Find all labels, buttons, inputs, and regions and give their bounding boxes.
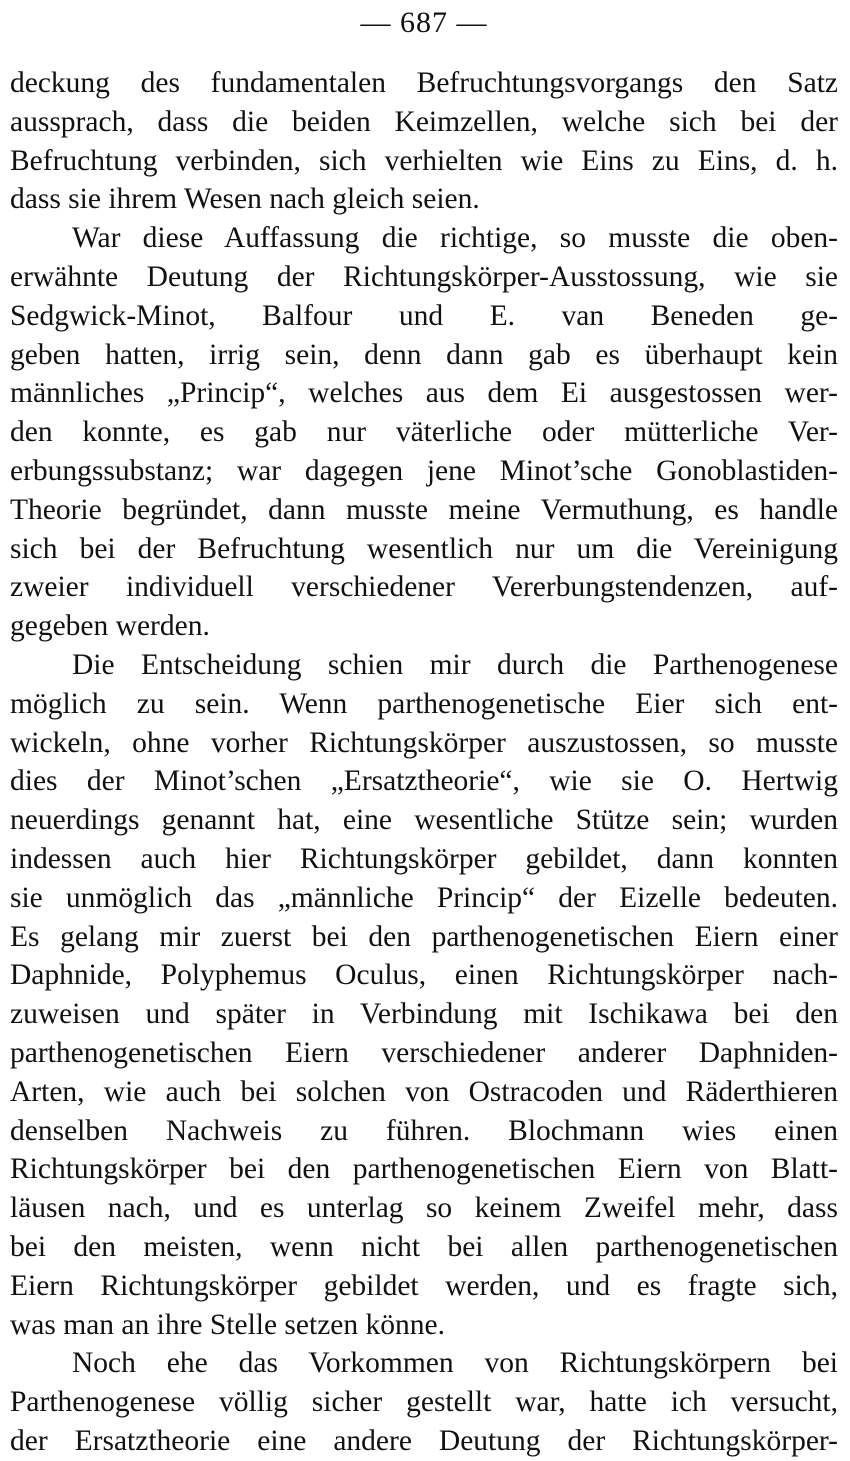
book-page [10, 0, 838, 1457]
text-line: erwähnte Deutung der Richtungskörper-Ausstossung, wie sie [10, 260, 838, 293]
page-number: — 687 — [360, 6, 488, 39]
text-line: Arten, wie auch bei solchen von Ostracoden und Räderthieren [10, 1075, 838, 1108]
paragraph-4 [10, 1344, 838, 1460]
paragraph-3 [10, 646, 838, 1344]
text-line: deckung des fundamentalen Befruchtungsvorgangs den Satz [10, 67, 838, 99]
text-line: Eiern Richtungskörper gebildet werden, und es fragte sich, [10, 1269, 838, 1302]
text-line: der Ersatztheorie eine andere Deutung der Richtungskörper- [10, 1424, 838, 1457]
text-line: männliches „Princip“, welches aus dem Ei ausgestossen wer- [10, 377, 838, 410]
text-line: was man an ihre Stelle setzen könne. [10, 1308, 445, 1341]
text-line: Noch ehe das Vorkommen von Richtungskörpern bei [72, 1347, 838, 1380]
text-line: bei den meisten, wenn nicht bei allen parthenogenetischen [10, 1230, 838, 1263]
text-line: Es gelang mir zuerst bei den parthenogenetischen Eiern einer [10, 920, 838, 953]
text-line: den konnte, es gab nur väterliche oder mütterliche Ver- [10, 416, 838, 449]
text-line: parthenogenetischen Eiern verschiedener anderer Daphniden- [10, 1036, 838, 1069]
paragraph-1 [10, 64, 838, 219]
paragraph-2 [10, 219, 838, 646]
text-line: Daphnide, Polyphemus Oculus, einen Richtungskörper nach- [10, 959, 838, 992]
text-line: sich bei der Befruchtung wesentlich nur um die Vereinigung [10, 532, 838, 565]
text-line: indessen auch hier Richtungskörper gebildet, dann konnten [10, 842, 838, 875]
text-line: läusen nach, und es unterlag so keinem Zweifel mehr, dass [10, 1192, 838, 1225]
text-line: Die Entscheidung schien mir durch die Parthenogenese [72, 648, 838, 681]
text-line: dies der Minot’schen „Ersatztheorie“, wie sie O. Hertwig [10, 765, 838, 798]
text-line: denselben Nachweis zu führen. Blochmann wies einen [10, 1114, 838, 1147]
text-line: War diese Auffassung die richtige, so musste die oben- [72, 222, 838, 255]
text-line: dass sie ihrem Wesen nach gleich seien. [10, 183, 480, 216]
text-line: aussprach, dass die beiden Keimzellen, welche sich bei der [10, 105, 838, 138]
body-text [10, 64, 838, 1461]
text-line: erbungssubstanz; war dagegen jene Minot’sche Gonoblastiden- [10, 454, 838, 487]
text-line: Sedgwick-Minot, Balfour und E. van Beneden ge- [10, 299, 838, 332]
text-line: Richtungskörper bei den parthenogenetischen Eiern von Blatt- [10, 1153, 838, 1186]
text-line: sie unmöglich das „männliche Princip“ der Eizelle bedeuten. [10, 881, 838, 914]
text-line: Befruchtung verbinden, sich verhielten wie Eins zu Eins, d. h. [10, 144, 838, 177]
text-line: zweier individuell verschiedener Vererbungstendenzen, auf- [10, 571, 838, 604]
text-line: wickeln, ohne vorher Richtungskörper auszustossen, so musste [10, 726, 838, 759]
text-line: Theorie begründet, dann musste meine Vermuthung, es handle [10, 493, 838, 526]
text-line: gegeben werden. [10, 610, 210, 643]
text-line: geben hatten, irrig sein, denn dann gab es überhaupt kein [10, 338, 838, 371]
text-line: neuerdings genannt hat, eine wesentliche Stütze sein; wurden [10, 804, 838, 837]
text-line: zuweisen und später in Verbindung mit Ischikawa bei den [10, 998, 838, 1031]
text-line: möglich zu sein. Wenn parthenogenetische Eier sich ent- [10, 687, 838, 720]
text-line: Parthenogenese völlig sicher gestellt war, hatte ich versucht, [10, 1386, 838, 1419]
